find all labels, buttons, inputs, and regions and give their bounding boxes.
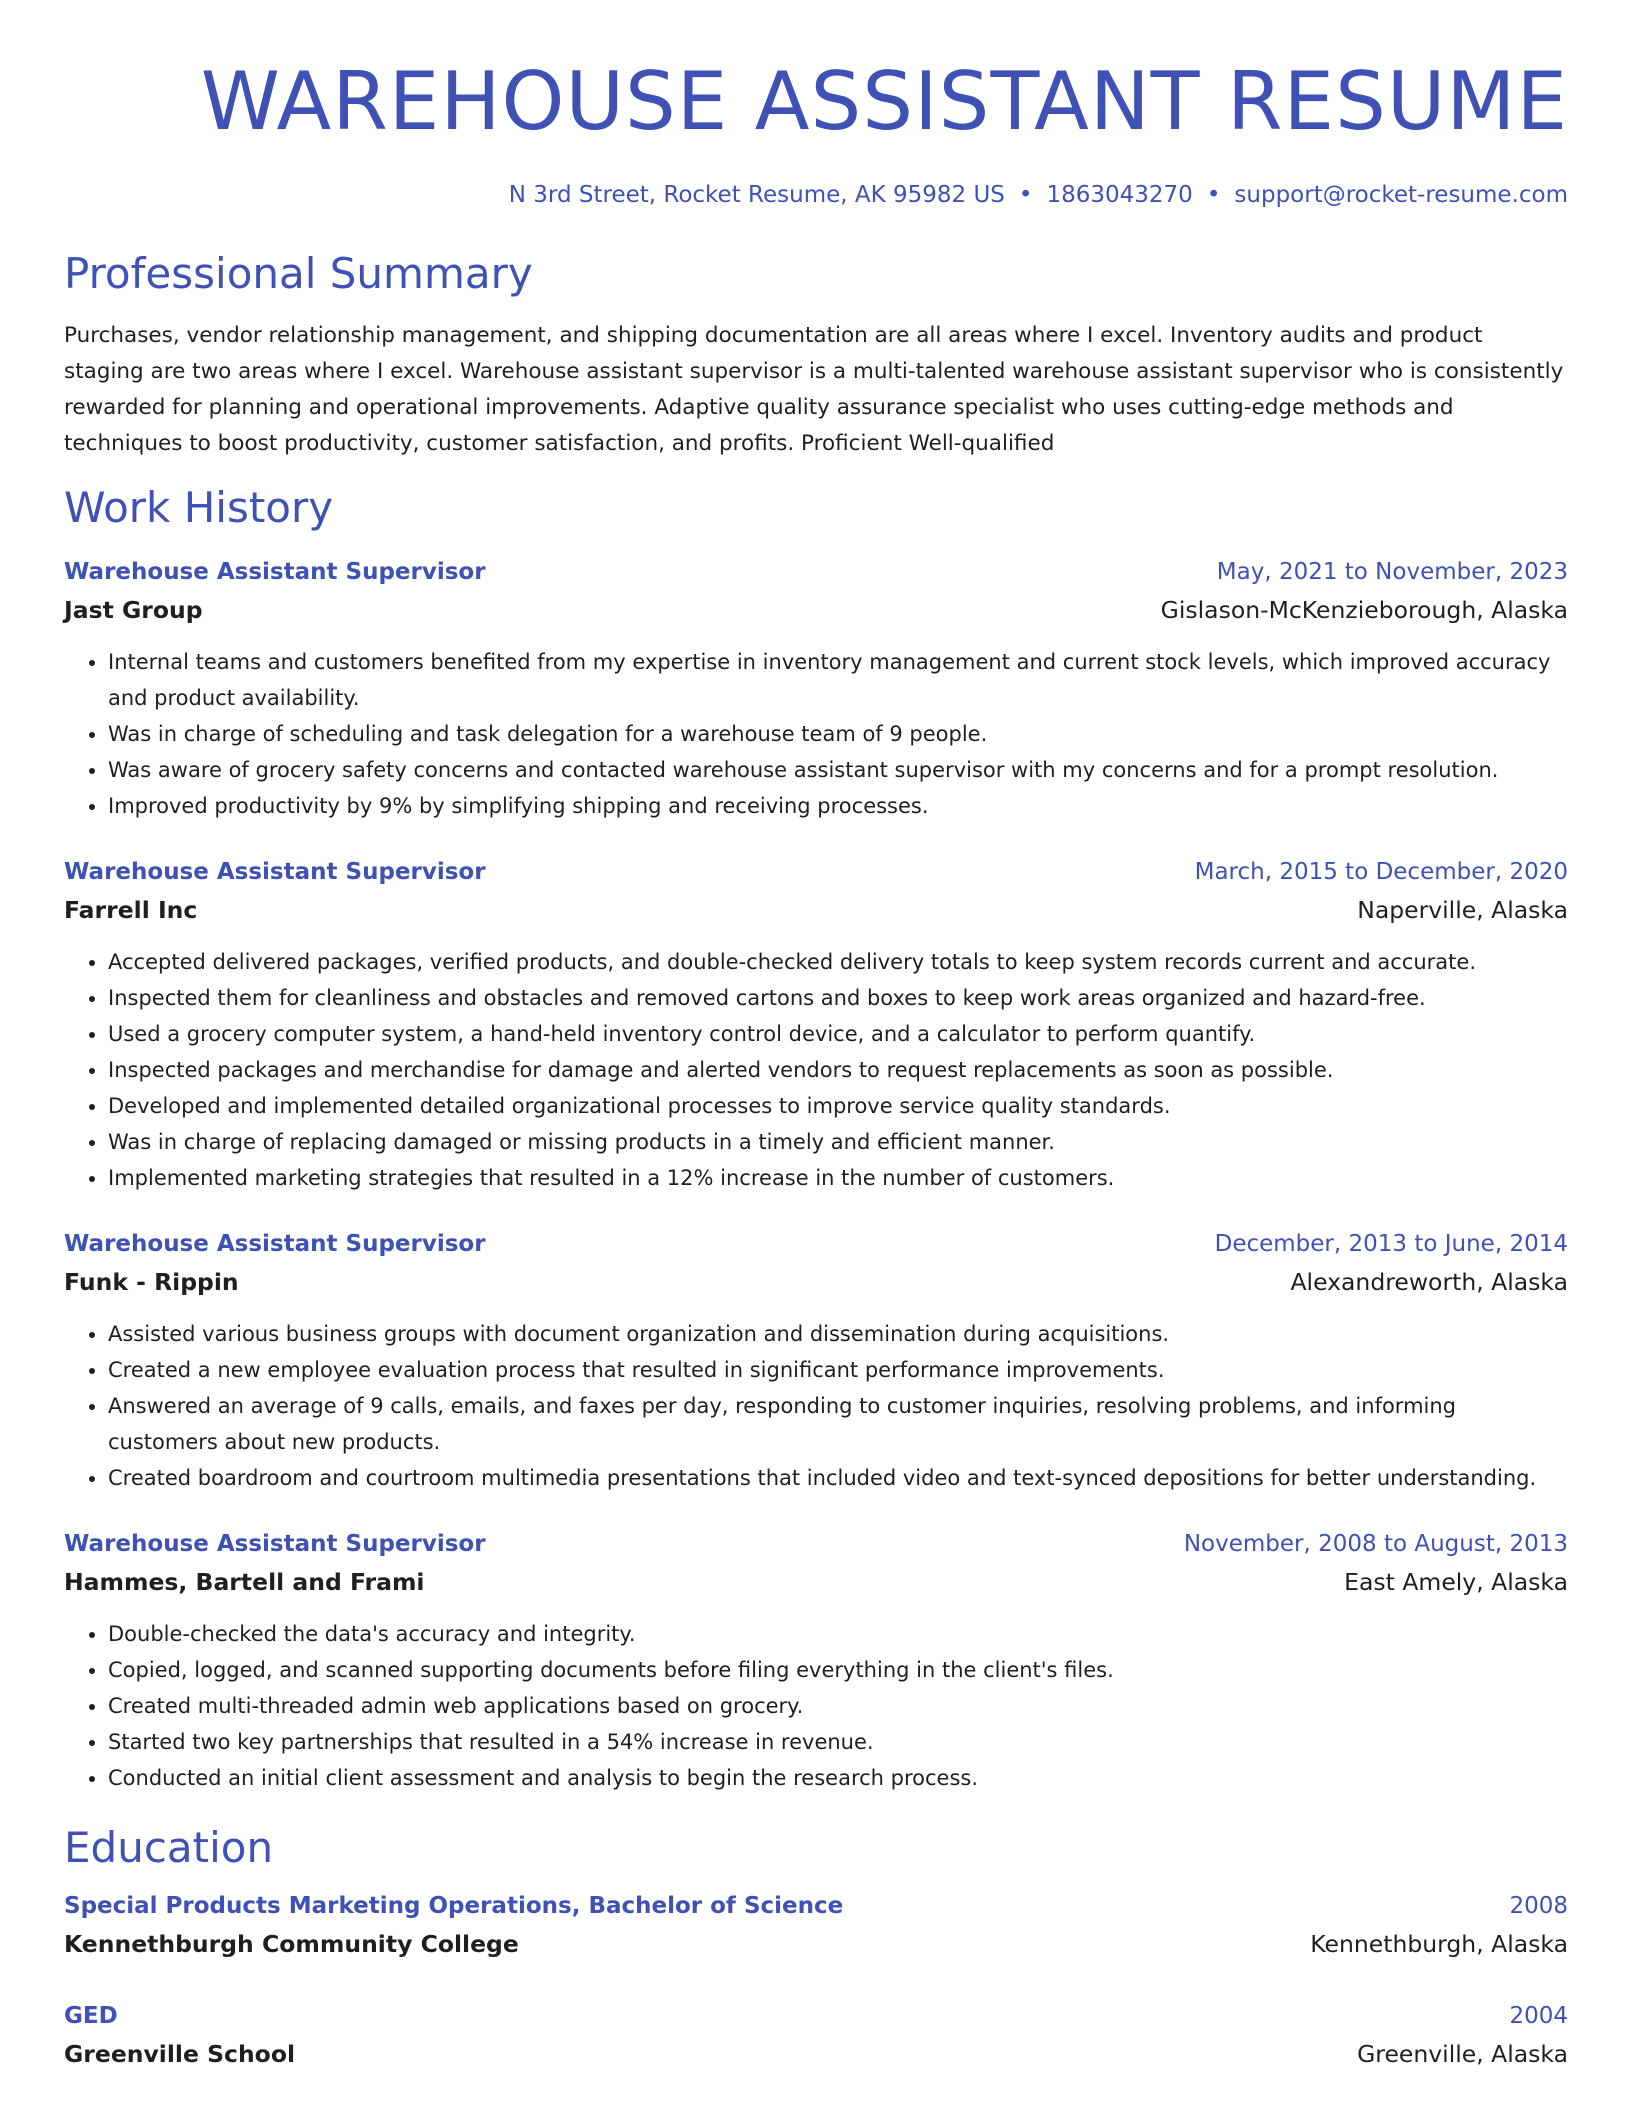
job-bullets (64, 944, 1568, 1196)
job-location: Alexandreworth, Alaska (1290, 1268, 1568, 1296)
education-year: 2008 (1509, 1893, 1568, 1919)
job-dates: December, 2013 to June, 2014 (1214, 1231, 1568, 1257)
job-location: Naperville, Alaska (1357, 896, 1568, 924)
job-bullet: • Was aware of grocery safety concerns and contacted warehouse assistant supervisor with my concerns and for a prompt resolution. (108, 752, 1568, 788)
job-bullet: • Inspected them for cleanliness and obstacles and removed cartons and boxes to keep work areas organized and hazard-free. (108, 980, 1568, 1016)
education-school: Kennethburgh Community College (64, 1930, 519, 1958)
education-degree: Special Products Marketing Operations, Bachelor of Science (64, 1893, 844, 1919)
job-bullet: • Internal teams and customers benefited from my expertise in inventory management and current stock levels, which improved accuracy and product availability. (108, 644, 1568, 716)
job-location: East Amely, Alaska (1344, 1568, 1568, 1596)
job-bullet: • Assisted various business groups with document organization and dissemination during acquisitions. (108, 1316, 1568, 1352)
education-location: Greenville, Alaska (1357, 2040, 1568, 2068)
job-bullet: • Was in charge of scheduling and task delegation for a warehouse team of 9 people. (108, 716, 1568, 752)
job-company: Funk - Rippin (64, 1268, 239, 1296)
job-bullet: • Copied, logged, and scanned supporting documents before filing everything in the client's files. (108, 1652, 1568, 1688)
job-bullet: • Answered an average of 9 calls, emails, and faxes per day, responding to customer inquiries, resolving problems, and informing customers about new products. (108, 1388, 1568, 1460)
job-title: Warehouse Assistant Supervisor (64, 1231, 486, 1257)
education-heading: Education (64, 1823, 274, 1872)
summary-text: Purchases, vendor relationship management, and shipping documentation are all areas where I excel. Inventory audits and product staging are two areas where I excel. Warehouse assistant supervisor is a multi-talented warehouse assistant supervisor who is consistently rewarded for planning and operational improvements. Adaptive quality assurance specialist who uses cutting-edge methods and techniques to boost productivity, customer satisfaction, and profits. Proficient Well-qualified (64, 323, 1564, 456)
resume-title: WAREHOUSE ASSISTANT RESUME (200, 55, 1568, 148)
job-bullet: • Started two key partnerships that resulted in a 54% increase in revenue. (108, 1724, 1568, 1760)
contact-line (64, 180, 1568, 210)
job-location: Gislason-McKenzieborough, Alaska (1160, 596, 1568, 624)
job-bullet: • Implemented marketing strategies that resulted in a 12% increase in the number of customers. (108, 1160, 1568, 1196)
job-company: Jast Group (64, 596, 203, 624)
job-entry (64, 1226, 1568, 1496)
contact-address: N 3rd Street, Rocket Resume, AK 95982 US (508, 182, 1005, 208)
education-entry (64, 1888, 1568, 1964)
job-bullet: • Created multi-threaded admin web applications based on grocery. (108, 1688, 1568, 1724)
job-bullet: • Inspected packages and merchandise for damage and alerted vendors to request replacements as soon as possible. (108, 1052, 1568, 1088)
job-bullet: • Accepted delivered packages, verified products, and double-checked delivery totals to keep system records current and accurate. (108, 944, 1568, 980)
job-bullet: • Conducted an initial client assessment and analysis to begin the research process. (108, 1760, 1568, 1796)
job-entry (64, 854, 1568, 1196)
education-entry (64, 1998, 1568, 2074)
job-bullets (64, 1616, 1568, 1796)
job-dates: November, 2008 to August, 2013 (1183, 1531, 1568, 1557)
job-title: Warehouse Assistant Supervisor (64, 559, 486, 585)
job-entry (64, 554, 1568, 824)
contact-email: support@rocket-resume.com (1234, 182, 1568, 208)
job-bullet: • Created boardroom and courtroom multimedia presentations that included video and text-synced depositions for better understanding. (108, 1460, 1568, 1496)
job-dates: March, 2015 to December, 2020 (1194, 859, 1568, 885)
job-entry (64, 1526, 1568, 1796)
job-title: Warehouse Assistant Supervisor (64, 1531, 486, 1557)
job-dates: May, 2021 to November, 2023 (1216, 559, 1568, 585)
contact-separator: • (1206, 182, 1221, 208)
job-company: Farrell Inc (64, 896, 198, 924)
contact-separator: • (1018, 182, 1033, 208)
education-degree: GED (64, 2003, 118, 2029)
job-bullet: • Used a grocery computer system, a hand-held inventory control device, and a calculator to perform quantify. (108, 1016, 1568, 1052)
resume-header (64, 0, 1568, 210)
job-bullet: • Double-checked the data's accuracy and integrity. (108, 1616, 1568, 1652)
job-title: Warehouse Assistant Supervisor (64, 859, 486, 885)
job-bullets (64, 1316, 1568, 1496)
job-bullets (64, 644, 1568, 824)
job-bullet: • Developed and implemented detailed organizational processes to improve service quality standards. (108, 1088, 1568, 1124)
contact-phone: 1863043270 (1046, 182, 1193, 208)
summary-heading: Professional Summary (64, 249, 533, 298)
job-bullet: • Was in charge of replacing damaged or missing products in a timely and efficient manner. (108, 1124, 1568, 1160)
education-location: Kennethburgh, Alaska (1310, 1930, 1568, 1958)
job-bullet: • Created a new employee evaluation process that resulted in significant performance improvements. (108, 1352, 1568, 1388)
education-school: Greenville School (64, 2040, 296, 2068)
work-history-heading: Work History (64, 483, 334, 532)
education-year: 2004 (1509, 2003, 1568, 2029)
job-company: Hammes, Bartell and Frami (64, 1568, 425, 1596)
job-bullet: • Improved productivity by 9% by simplifying shipping and receiving processes. (108, 788, 1568, 824)
